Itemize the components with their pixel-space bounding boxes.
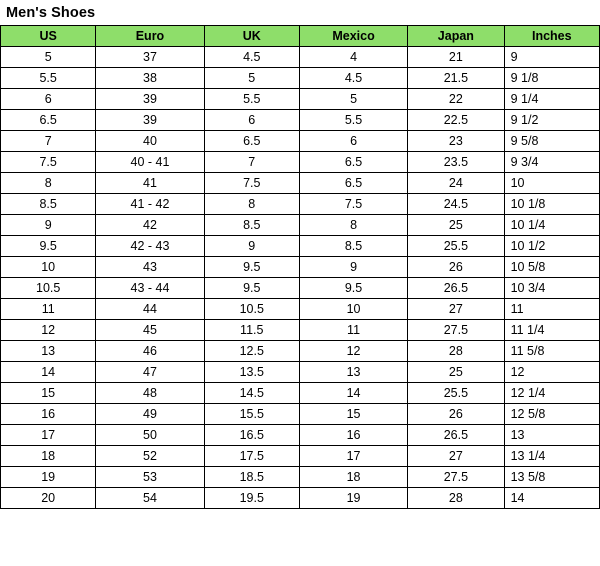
table-cell: 5 xyxy=(1,47,96,68)
table-cell: 5 xyxy=(299,89,407,110)
column-header-uk: UK xyxy=(204,26,299,47)
table-cell: 54 xyxy=(96,488,204,509)
table-cell: 7.5 xyxy=(299,194,407,215)
table-cell: 6 xyxy=(204,110,299,131)
table-cell: 48 xyxy=(96,383,204,404)
table-cell: 27 xyxy=(408,446,504,467)
table-cell: 40 xyxy=(96,131,204,152)
table-cell: 17 xyxy=(299,446,407,467)
table-cell: 9.5 xyxy=(204,278,299,299)
table-cell: 5 xyxy=(204,68,299,89)
table-cell: 8.5 xyxy=(1,194,96,215)
table-row xyxy=(1,278,600,299)
table-row xyxy=(1,89,600,110)
table-cell: 6.5 xyxy=(1,110,96,131)
table-cell: 39 xyxy=(96,110,204,131)
table-cell: 6 xyxy=(299,131,407,152)
table-cell: 7.5 xyxy=(1,152,96,173)
table-cell: 25 xyxy=(408,215,504,236)
table-cell: 9 1/4 xyxy=(504,89,599,110)
table-cell: 15 xyxy=(1,383,96,404)
table-header-row xyxy=(1,26,600,47)
table-cell: 7 xyxy=(1,131,96,152)
table-cell: 8 xyxy=(1,173,96,194)
table-cell: 8 xyxy=(204,194,299,215)
table-row xyxy=(1,131,600,152)
table-cell: 10.5 xyxy=(204,299,299,320)
table-cell: 25 xyxy=(408,362,504,383)
table-cell: 9 3/4 xyxy=(504,152,599,173)
table-cell: 8 xyxy=(299,215,407,236)
table-cell: 19 xyxy=(299,488,407,509)
table-cell: 13 xyxy=(1,341,96,362)
table-cell: 22 xyxy=(408,89,504,110)
column-header-us: US xyxy=(1,26,96,47)
table-row xyxy=(1,467,600,488)
table-cell: 21.5 xyxy=(408,68,504,89)
table-cell: 10 1/2 xyxy=(504,236,599,257)
table-cell: 11 xyxy=(299,320,407,341)
table-cell: 18 xyxy=(1,446,96,467)
table-cell: 10 xyxy=(504,173,599,194)
table-cell: 16 xyxy=(299,425,407,446)
table-cell: 12.5 xyxy=(204,341,299,362)
table-header xyxy=(1,26,600,47)
table-cell: 53 xyxy=(96,467,204,488)
table-cell: 9.5 xyxy=(1,236,96,257)
table-row xyxy=(1,194,600,215)
table-cell: 11 5/8 xyxy=(504,341,599,362)
table-row xyxy=(1,152,600,173)
table-cell: 27 xyxy=(408,299,504,320)
table-cell: 50 xyxy=(96,425,204,446)
table-cell: 12 5/8 xyxy=(504,404,599,425)
table-cell: 5.5 xyxy=(299,110,407,131)
table-cell: 46 xyxy=(96,341,204,362)
table-row xyxy=(1,257,600,278)
column-header-inches: Inches xyxy=(504,26,599,47)
table-row xyxy=(1,68,600,89)
table-cell: 13 xyxy=(504,425,599,446)
column-header-euro: Euro xyxy=(96,26,204,47)
column-header-mexico: Mexico xyxy=(299,26,407,47)
table-cell: 11 1/4 xyxy=(504,320,599,341)
table-cell: 6.5 xyxy=(299,152,407,173)
table-cell: 43 - 44 xyxy=(96,278,204,299)
table-cell: 21 xyxy=(408,47,504,68)
table-cell: 41 - 42 xyxy=(96,194,204,215)
table-cell: 25.5 xyxy=(408,236,504,257)
table-row xyxy=(1,425,600,446)
shoe-size-table xyxy=(0,25,600,509)
bottom-spacer xyxy=(0,509,600,531)
table-cell: 17.5 xyxy=(204,446,299,467)
table-cell: 7.5 xyxy=(204,173,299,194)
table-cell: 45 xyxy=(96,320,204,341)
table-cell: 20 xyxy=(1,488,96,509)
table-cell: 13 xyxy=(299,362,407,383)
table-cell: 42 - 43 xyxy=(96,236,204,257)
table-cell: 24.5 xyxy=(408,194,504,215)
page-title: Men's Shoes xyxy=(6,5,96,21)
table-row xyxy=(1,446,600,467)
table-cell: 23 xyxy=(408,131,504,152)
table-row xyxy=(1,236,600,257)
table-cell: 22.5 xyxy=(408,110,504,131)
table-cell: 8.5 xyxy=(299,236,407,257)
table-cell: 10.5 xyxy=(1,278,96,299)
table-cell: 14 xyxy=(1,362,96,383)
table-cell: 28 xyxy=(408,341,504,362)
table-cell: 17 xyxy=(1,425,96,446)
table-cell: 4 xyxy=(299,47,407,68)
table-cell: 47 xyxy=(96,362,204,383)
table-row xyxy=(1,383,600,404)
table-cell: 13.5 xyxy=(204,362,299,383)
table-cell: 25.5 xyxy=(408,383,504,404)
table-cell: 9 xyxy=(504,47,599,68)
table-cell: 10 3/4 xyxy=(504,278,599,299)
table-cell: 4.5 xyxy=(299,68,407,89)
table-row xyxy=(1,320,600,341)
table-cell: 12 xyxy=(1,320,96,341)
table-cell: 27.5 xyxy=(408,467,504,488)
table-cell: 18.5 xyxy=(204,467,299,488)
table-cell: 12 xyxy=(299,341,407,362)
table-cell: 9 1/8 xyxy=(504,68,599,89)
table-cell: 37 xyxy=(96,47,204,68)
table-cell: 15.5 xyxy=(204,404,299,425)
table-cell: 5.5 xyxy=(204,89,299,110)
table-cell: 26 xyxy=(408,257,504,278)
column-header-japan: Japan xyxy=(408,26,504,47)
table-cell: 18 xyxy=(299,467,407,488)
table-cell: 9.5 xyxy=(299,278,407,299)
table-row xyxy=(1,341,600,362)
table-cell: 9 1/2 xyxy=(504,110,599,131)
table-cell: 6 xyxy=(1,89,96,110)
table-row xyxy=(1,215,600,236)
table-cell: 9 5/8 xyxy=(504,131,599,152)
table-row xyxy=(1,488,600,509)
table-row xyxy=(1,362,600,383)
table-cell: 26 xyxy=(408,404,504,425)
table-cell: 10 5/8 xyxy=(504,257,599,278)
table-row xyxy=(1,47,600,68)
table-cell: 16 xyxy=(1,404,96,425)
table-row xyxy=(1,404,600,425)
table-cell: 14 xyxy=(504,488,599,509)
table-cell: 11.5 xyxy=(204,320,299,341)
table-cell: 24 xyxy=(408,173,504,194)
table-cell: 12 xyxy=(504,362,599,383)
table-cell: 9 xyxy=(1,215,96,236)
table-cell: 10 xyxy=(299,299,407,320)
table-cell: 26.5 xyxy=(408,425,504,446)
table-cell: 11 xyxy=(1,299,96,320)
table-cell: 19 xyxy=(1,467,96,488)
table-cell: 11 xyxy=(504,299,599,320)
table-cell: 41 xyxy=(96,173,204,194)
table-cell: 10 1/8 xyxy=(504,194,599,215)
table-cell: 13 1/4 xyxy=(504,446,599,467)
table-cell: 4.5 xyxy=(204,47,299,68)
table-row xyxy=(1,173,600,194)
table-cell: 10 1/4 xyxy=(504,215,599,236)
table-cell: 6.5 xyxy=(204,131,299,152)
table-cell: 19.5 xyxy=(204,488,299,509)
table-row xyxy=(1,299,600,320)
table-cell: 27.5 xyxy=(408,320,504,341)
table-row xyxy=(1,110,600,131)
table-cell: 8.5 xyxy=(204,215,299,236)
table-cell: 23.5 xyxy=(408,152,504,173)
table-cell: 9 xyxy=(204,236,299,257)
table-cell: 12 1/4 xyxy=(504,383,599,404)
table-cell: 15 xyxy=(299,404,407,425)
table-cell: 39 xyxy=(96,89,204,110)
table-cell: 13 5/8 xyxy=(504,467,599,488)
table-cell: 52 xyxy=(96,446,204,467)
table-cell: 42 xyxy=(96,215,204,236)
table-cell: 44 xyxy=(96,299,204,320)
table-cell: 6.5 xyxy=(299,173,407,194)
table-cell: 26.5 xyxy=(408,278,504,299)
table-cell: 7 xyxy=(204,152,299,173)
table-cell: 10 xyxy=(1,257,96,278)
table-cell: 9 xyxy=(299,257,407,278)
table-cell: 14 xyxy=(299,383,407,404)
table-cell: 16.5 xyxy=(204,425,299,446)
table-cell: 28 xyxy=(408,488,504,509)
table-cell: 14.5 xyxy=(204,383,299,404)
table-body xyxy=(1,47,600,509)
table-cell: 38 xyxy=(96,68,204,89)
table-cell: 5.5 xyxy=(1,68,96,89)
table-cell: 49 xyxy=(96,404,204,425)
table-cell: 9.5 xyxy=(204,257,299,278)
table-cell: 43 xyxy=(96,257,204,278)
table-cell: 40 - 41 xyxy=(96,152,204,173)
